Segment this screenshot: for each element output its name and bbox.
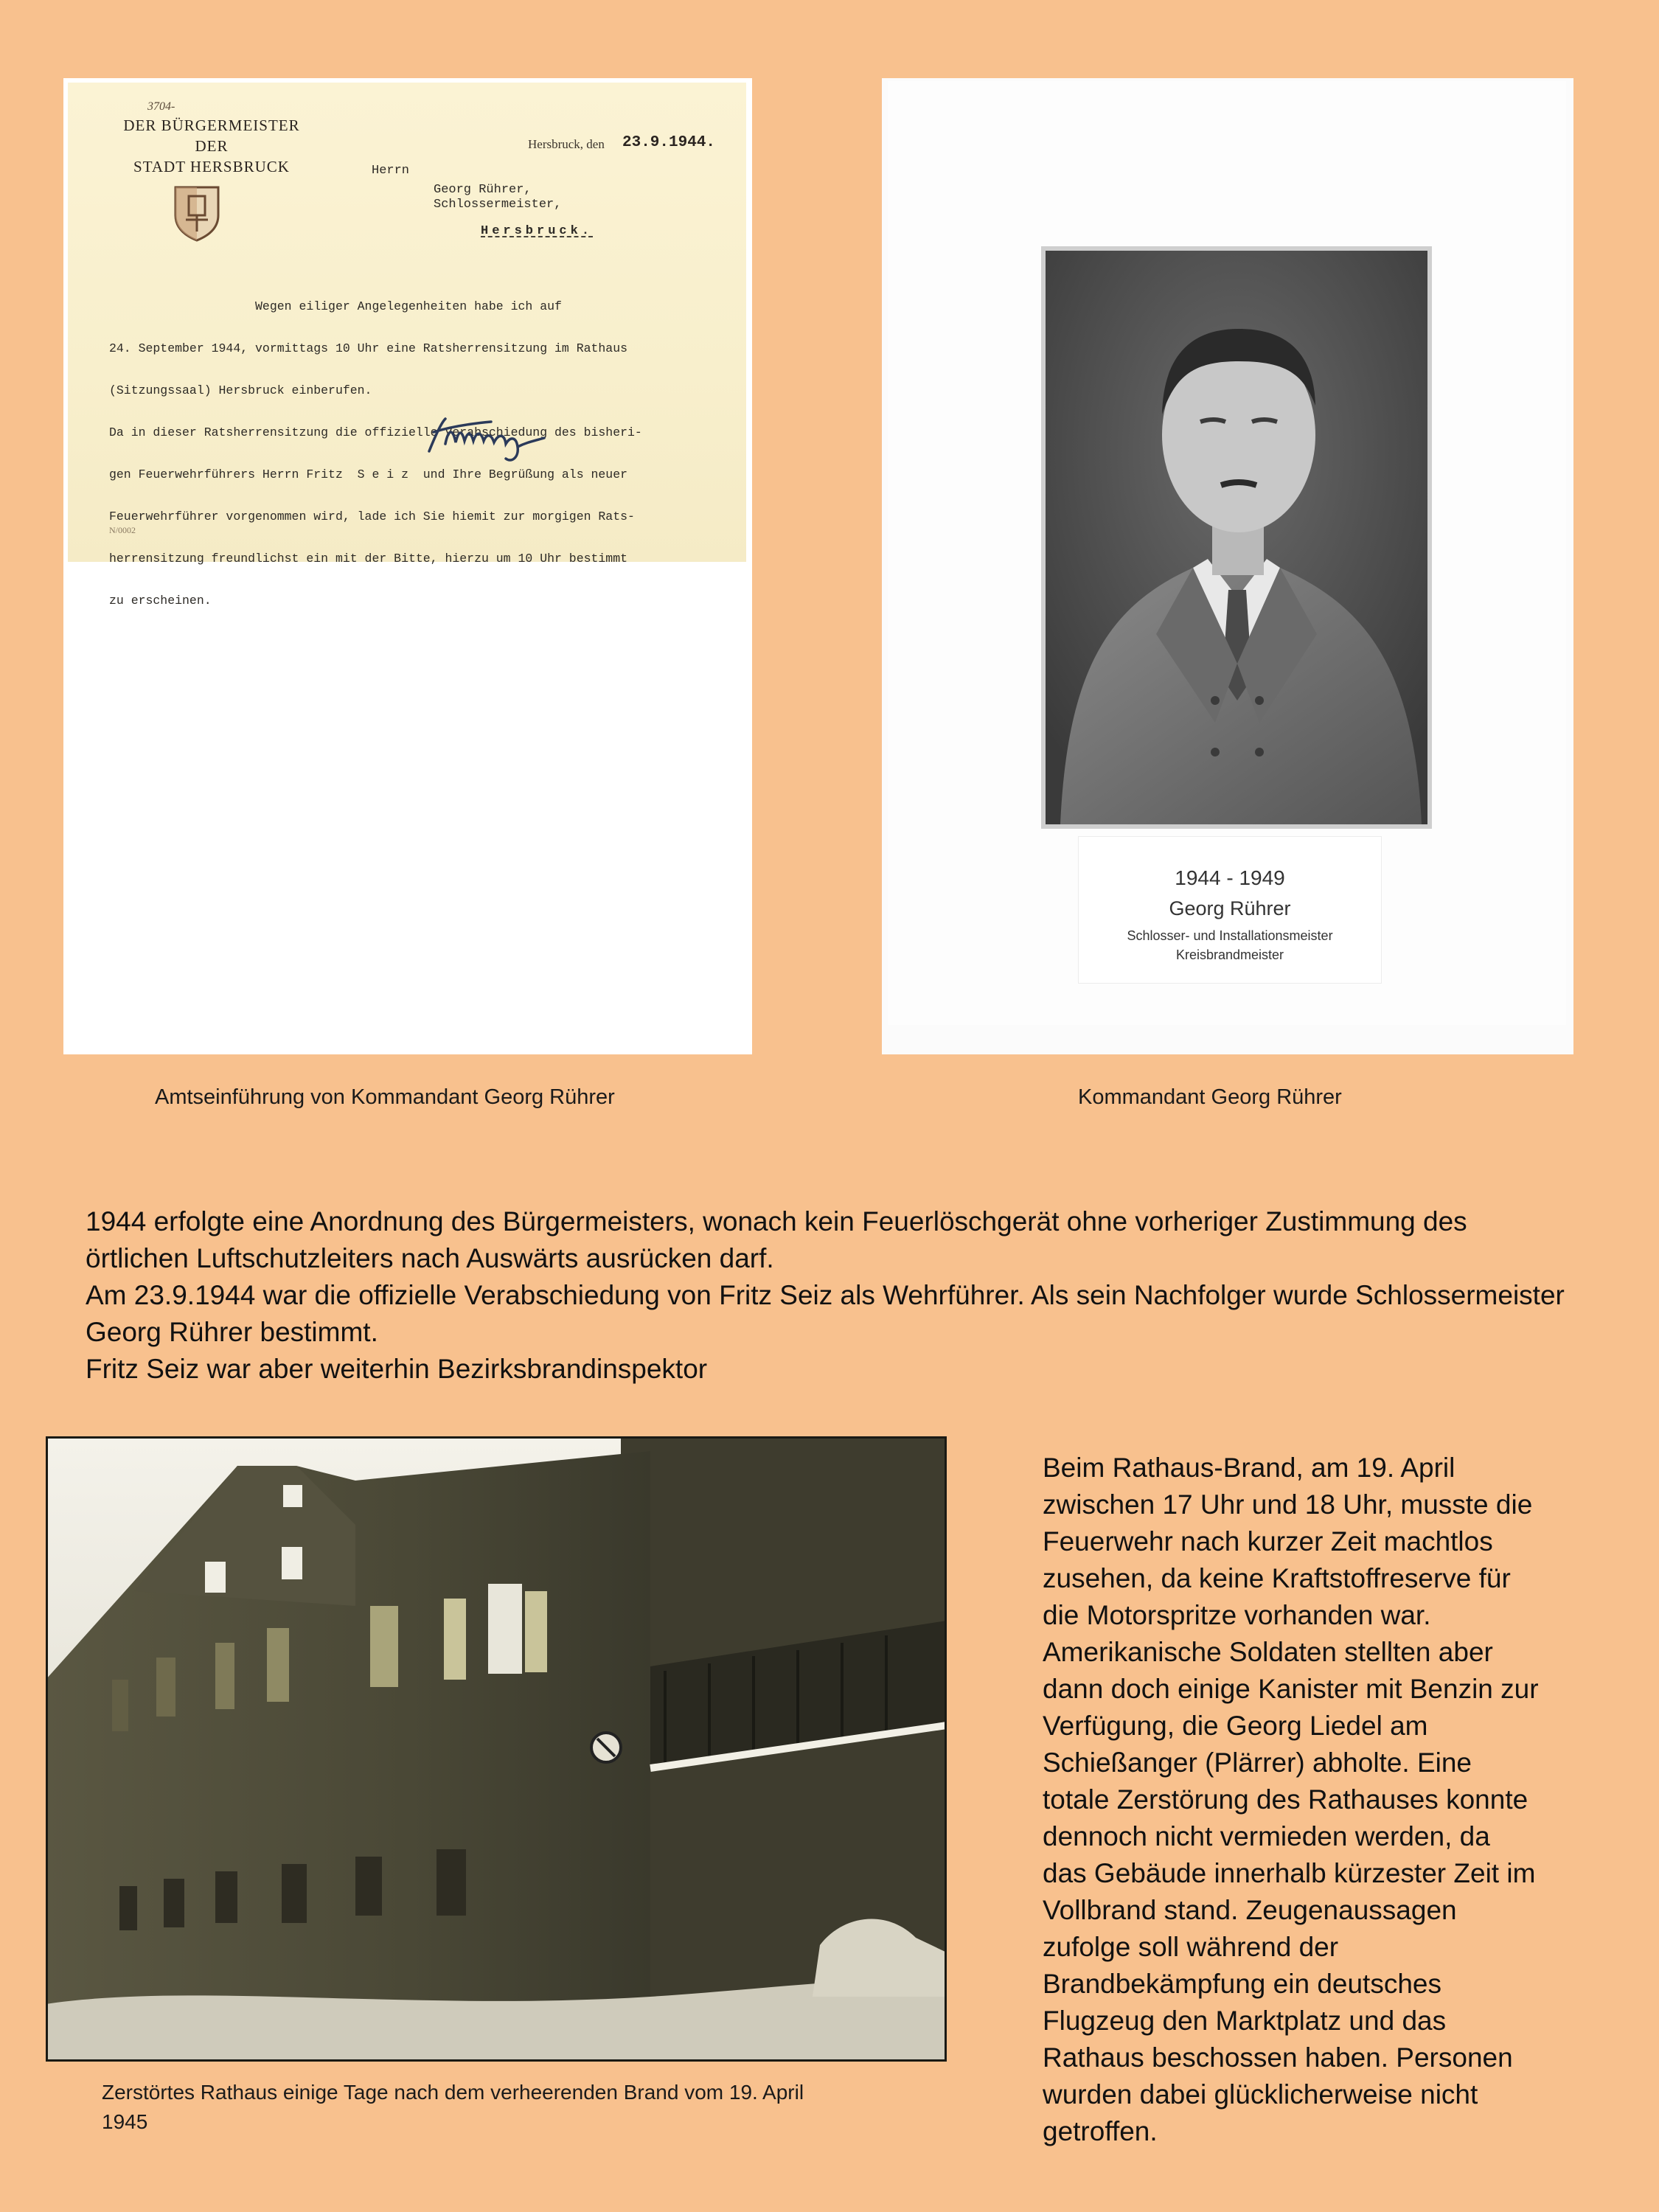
letter-body-line: zu erscheinen. [109,594,212,608]
addressee-profession: Schlossermeister, [434,198,562,212]
intro-line: Am 23.9.1944 war die offizielle Verabschiedung von Fritz Seiz als Wehrführer. Als sein Nachfolger wurde Schlossermeister [86,1280,1565,1310]
letterhead [105,115,319,177]
letter-body-line: Feuerwehrführer vorgenommen wird, lade ich Sie hiemit zur morgigen Rats- [109,509,635,524]
fire-report-line: getroffen. [1043,2116,1158,2146]
fire-report-line: Vollbrand stand. Zeugenaussagen [1043,1895,1457,1925]
caption-townhall [102,2078,942,2137]
archive-number: 3704- [147,100,175,113]
portrait-photo-frame [1041,246,1432,829]
fire-report-line: Verfügung, die Georg Liedel am [1043,1711,1428,1741]
fire-report-line: dennoch nicht vermieden werden, da [1043,1821,1490,1851]
fire-report-line: Flugzeug den Marktplatz und das [1043,2006,1447,2036]
fire-report-line: zwischen 17 Uhr und 18 Uhr, musste die [1043,1489,1533,1520]
intro-paragraph [86,1203,1641,1388]
letter-paper [68,83,746,608]
caption-townhall-line: Zerstörtes Rathaus einige Tage nach dem verheerenden Brand vom 19. April [102,2081,804,2104]
portrait-label-card [1078,836,1382,984]
caption-townhall-line: 1945 [102,2110,148,2133]
portrait-name: Georg Rührer [1169,897,1291,919]
letter-body-line: Wegen eiliger Angelegenheiten habe ich auf [109,299,562,313]
letter-body-line: gen Feuerwehrführers Herrn Fritz S e i z und Ihre Begrüßung als neuer [109,467,628,481]
portrait-title: Schlosser- und Installationsmeister [1127,928,1333,943]
fire-report-line: dann doch einige Kanister mit Benzin zur [1043,1674,1539,1704]
fire-report-paragraph [1043,1450,1625,2150]
intro-line: Fritz Seiz war aber weiterhin Bezirksbrandinspektor [86,1354,708,1384]
city-crest-icon [173,183,221,242]
letter-body-line: 24. September 1944, vormittags 10 Uhr eine Ratsherrensitzung im Rathaus [109,341,628,355]
letter-body-line: (Sitzungssaal) Hersbruck einberufen. [109,383,372,397]
place-date-label: Hersbruck, den [528,137,605,151]
portrait-mount [888,81,1566,1025]
intro-line: örtlichen Luftschutzleiters nach Auswärts ausrücken darf. [86,1243,774,1273]
letterhead-line: DER BÜRGERMEISTER [123,116,300,134]
portrait-years: 1944 - 1949 [1175,866,1285,889]
fire-report-line: zufolge soll während der [1043,1932,1339,1962]
fire-report-line: Beim Rathaus-Brand, am 19. April [1043,1453,1455,1483]
salutation: Herrn [372,164,410,178]
fire-report-line: Feuerwehr nach kurzer Zeit machtlos [1043,1526,1493,1557]
letter-date: 23.9.1944. [622,134,716,151]
letterhead-line: STADT HERSBRUCK [133,158,290,175]
letter-body [109,271,736,636]
fire-report-line: wurden dabei glücklicherweise nicht [1043,2079,1478,2110]
fire-report-line: Rathaus beschossen haben. Personen [1043,2042,1513,2073]
letter-document-image [63,78,752,1054]
fire-report-line: Schießanger (Plärrer) abholte. Eine [1043,1747,1472,1778]
fire-report-line: totale Zerstörung des Rathauses konnte [1043,1784,1528,1815]
burned-townhall-photo [46,1436,947,2062]
letterhead-line: DER [195,137,229,155]
letter-body-line: herrensitzung freundlichst ein mit der Bitte, hierzu um 10 Uhr bestimmt [109,552,628,566]
fire-report-line: die Motorspritze vorhanden war. [1043,1600,1431,1630]
fire-report-line: Amerikanische Soldaten stellten aber [1043,1637,1493,1667]
letter-body-line: Da in dieser Ratsherrensitzung die offizielle Verabschiedung des bisheri- [109,425,642,439]
addressee-city: Hersbruck. [481,224,594,238]
caption-portrait: Kommandant Georg Rührer [1078,1085,1342,1109]
portrait-card [882,78,1573,1054]
intro-line: 1944 erfolgte eine Anordnung des Bürgermeisters, wonach kein Feuerlöschgerät ohne vorheriger Zustimmung des [86,1206,1467,1237]
caption-letter: Amtseinführung von Kommandant Georg Rührer [155,1085,615,1109]
fire-report-line: das Gebäude innerhalb kürzester Zeit im [1043,1858,1536,1888]
addressee-name: Georg Rührer, [434,183,532,197]
intro-line: Georg Rührer bestimmt. [86,1317,378,1347]
fire-report-line: zusehen, da keine Kraftstoffreserve für [1043,1563,1511,1593]
portrait-photo [1046,251,1427,824]
form-number: N/0002 [109,525,136,535]
portrait-rank: Kreisbrandmeister [1175,947,1284,962]
burned-townhall-image [46,1436,947,2062]
fire-report-line: Brandbekämpfung ein deutsches [1043,1969,1441,1999]
handwritten-signature [423,400,556,466]
